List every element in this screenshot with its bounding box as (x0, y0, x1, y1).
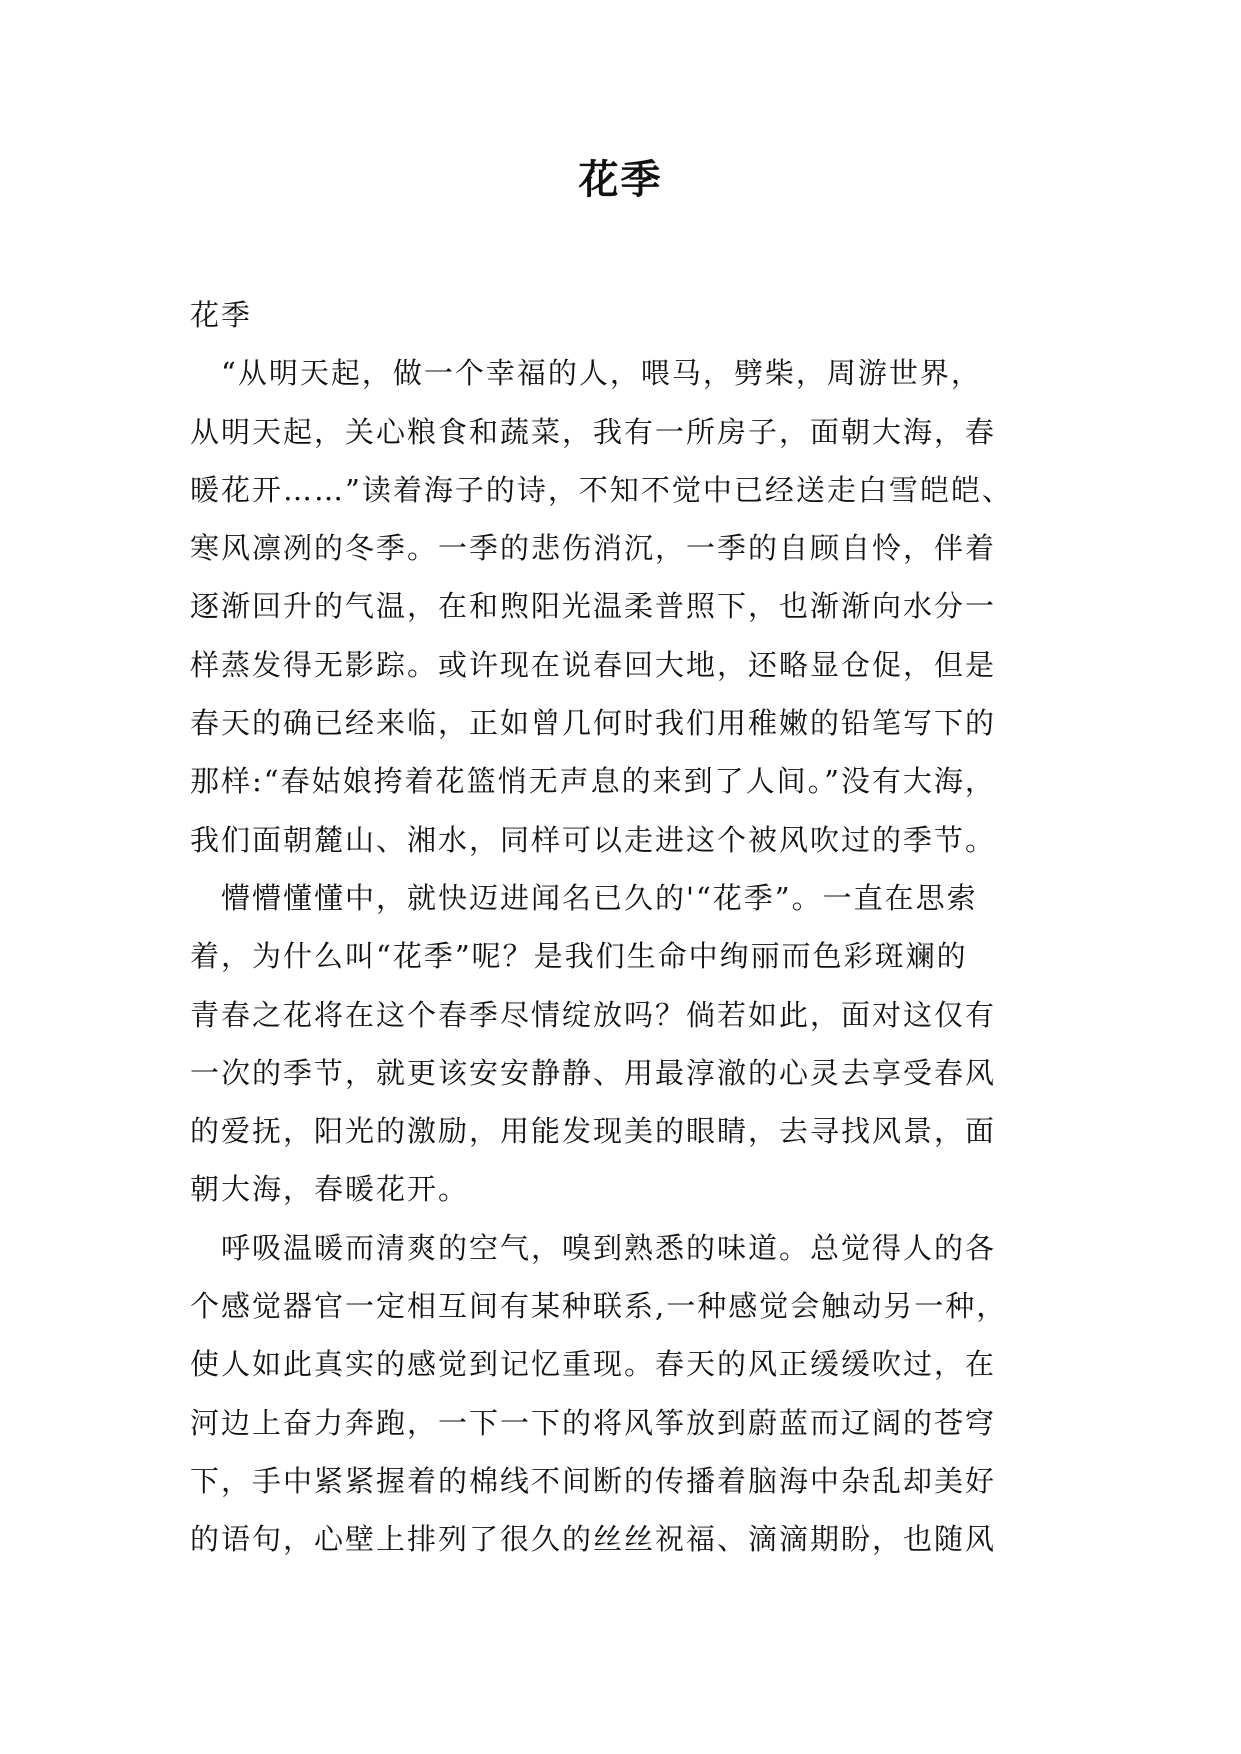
text-line: 朝大海，春暖花开。 (190, 1172, 470, 1207)
text-line: 从明天起，关心粮食和蔬菜，我有一所房子，面朝大海，春 (190, 414, 997, 449)
text-line: 我们面朝麓山、湘水，同样可以走进这个被风吹过的季节。 (190, 822, 997, 857)
text-line: 的爱抚，阳光的激励，用能发现美的眼睛，去寻找风景，面 (190, 1114, 997, 1149)
text-line: 样蒸发得无影踪。或许现在说春回大地，还略显仓促，但是 (190, 647, 997, 682)
text-line: “从明天起，做一个幸福的人，喂马，劈柴，周游世界， (190, 356, 982, 391)
subtitle: 花季 (190, 298, 253, 332)
text-line: 那样:“春姑娘挎着花篮悄无声息的来到了人间。”没有大海， (190, 764, 996, 799)
text-line: 暖花开……”读着海子的诗，不知不觉中已经送走白雪皑皑、 (190, 472, 1013, 507)
text-line: 寒风凛冽的冬季。一季的悲伤消沉，一季的自顾自怜，伴着 (190, 531, 997, 566)
subtitle-line (190, 286, 1060, 344)
paragraph-1 (190, 344, 1060, 869)
text-line: 的语句，心壁上排列了很久的丝丝祝福、滴滴期盼，也随风 (190, 1522, 997, 1557)
document-body (190, 286, 1060, 1569)
text-line: 着，为什么叫“花季”呢？是我们生命中绚丽而色彩斑斓的 (190, 939, 968, 974)
paragraph-2 (190, 869, 1060, 1219)
text-line: 河边上奋力奔跑，一下一下的将风筝放到蔚蓝而辽阔的苍穹 (190, 1405, 997, 1440)
paragraph-3 (190, 1219, 1060, 1569)
document-title: 花季 (578, 157, 663, 203)
text-line: 呼吸温暖而清爽的空气，嗅到熟悉的味道。总觉得人的各 (190, 1230, 997, 1265)
text-line: 下，手中紧紧握着的棉线不间断的传播着脑海中杂乱却美好 (190, 1463, 997, 1498)
text-line: 一次的季节，就更该安安静静、用最淳澈的心灵去享受春风 (190, 1055, 997, 1090)
text-line: 使人如此真实的感觉到记忆重现。春天的风正缓缓吹过，在 (190, 1347, 997, 1382)
text-line: 个感觉器官一定相互间有某种联系,一种感觉会触动另一种， (190, 1289, 1008, 1324)
text-line: 逐渐回升的气温，在和煦阳光温柔普照下，也渐渐向水分一 (190, 589, 997, 624)
text-line: 春天的确已经来临，正如曾几何时我们用稚嫩的铅笔写下的 (190, 706, 997, 741)
text-line: 青春之花将在这个春季尽情绽放吗？倘若如此，面对这仅有 (190, 997, 997, 1032)
text-line: 懵懵懂懂中，就快迈进闻名已久的'“花季”。一直在思索 (190, 880, 978, 915)
